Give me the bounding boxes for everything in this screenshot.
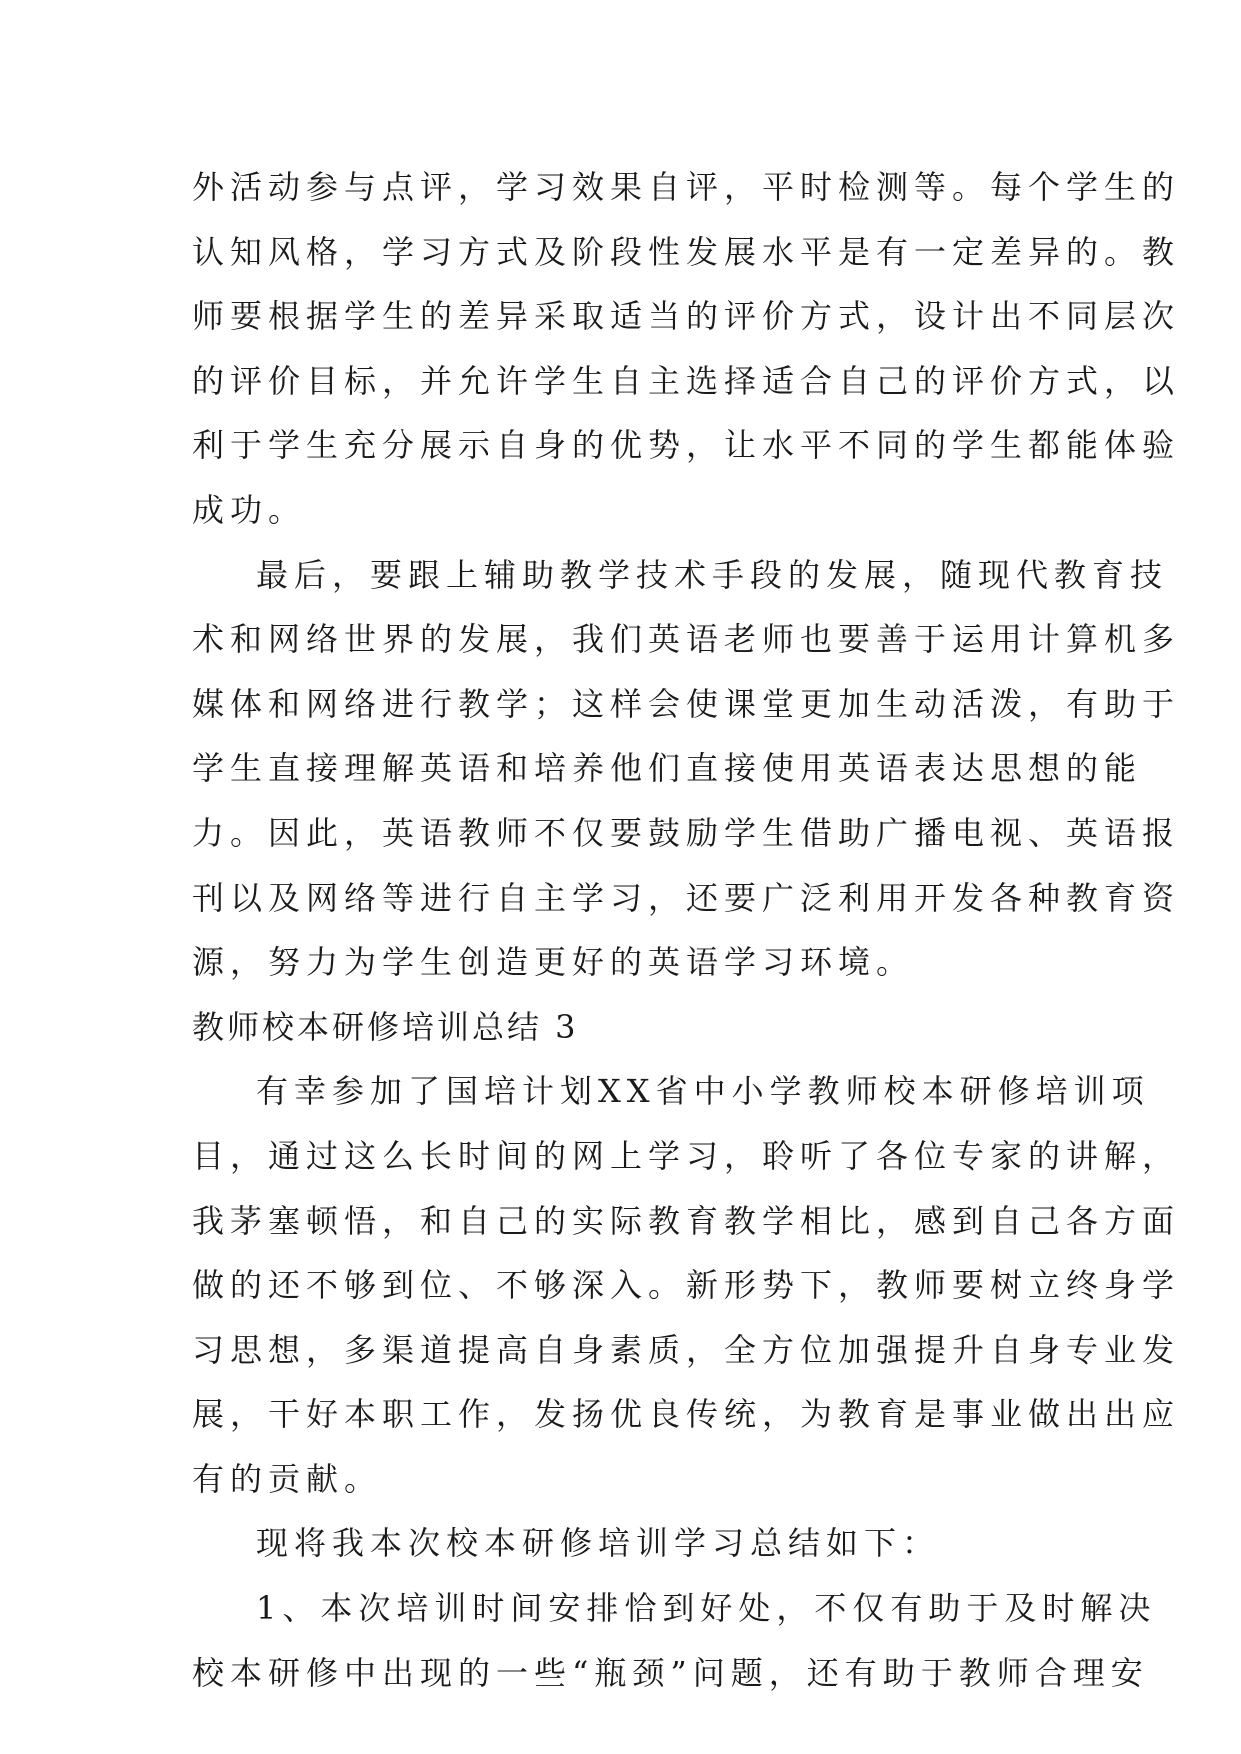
text-line: 外活动参与点评，学习效果自评，平时检测等。每个学生的 (192, 168, 1181, 206)
text-line: 认知风格，学习方式及阶段性发展水平是有一定差异的。教 (192, 232, 1181, 271)
text-line: 目，通过这么长时间的网上学习，聆听了各位专家的讲解， (192, 1136, 1181, 1175)
text-line: 有的贡献。 (192, 1459, 383, 1498)
text-line: 刊以及网络等进行自主学习，还要广泛利用开发各种教育资 (192, 878, 1181, 917)
text-line: 术和网络世界的发展，我们英语老师也要善于运用计算机多 (192, 620, 1181, 659)
section-heading: 教师校本研修培训总结 3 (192, 1007, 579, 1046)
paragraph-start-line: 最后，要跟上辅助教学技术手段的发展，随现代教育技 (256, 555, 1169, 594)
text-line: 做的还不够到位、不够深入。新形势下，教师要树立终身学 (192, 1266, 1181, 1305)
text-line: 力。因此，英语教师不仅要鼓励学生借助广播电视、英语报 (192, 813, 1181, 852)
paragraph-start-line: 现将我本次校本研修培训学习总结如下： (256, 1524, 941, 1563)
text-line: 展，干好本职工作，发扬优良传统，为教育是事业做出出应 (192, 1395, 1181, 1434)
text-line: 媒体和网络进行教学；这样会使课堂更加生动活泼，有助于 (192, 684, 1181, 723)
text-line: 习思想，多渠道提高自身素质，全方位加强提升自身专业发 (192, 1330, 1181, 1369)
text-line: 的评价目标，并允许学生自主选择适合自己的评价方式，以 (192, 361, 1181, 400)
document-page (192, 155, 1181, 1705)
text-line: 利于学生充分展示自身的优势，让水平不同的学生都能体验 (192, 426, 1181, 465)
text-line: 源，努力为学生创造更好的英语学习环境。 (192, 943, 915, 982)
text-line: 学生直接理解英语和培养他们直接使用英语表达思想的能 (192, 749, 1143, 788)
paragraph-start-line: 1、本次培训时间安排恰到好处，不仅有助于及时解决 (256, 1589, 1157, 1628)
text-line: 师要根据学生的差异采取适当的评价方式，设计出不同层次 (192, 297, 1181, 336)
text-line: 我茅塞顿悟，和自己的实际教育教学相比，感到自己各方面 (192, 1201, 1181, 1240)
text-line: 校本研修中出现的一些“瓶颈”问题，还有助于教师合理安 (192, 1653, 1149, 1692)
paragraph-start-line: 有幸参加了国培计划XX省中小学教师校本研修培训项 (256, 1072, 1150, 1111)
text-line: 成功。 (192, 490, 307, 529)
